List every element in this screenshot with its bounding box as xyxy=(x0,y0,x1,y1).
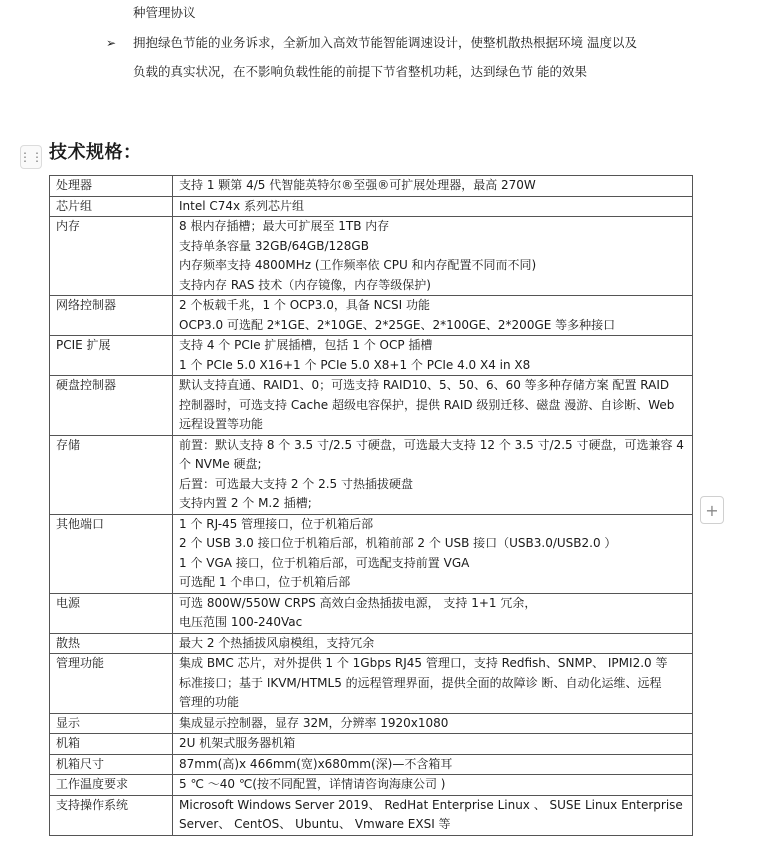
table-row xyxy=(50,217,693,296)
spec-value xyxy=(173,336,693,376)
spec-value-line: 5 ℃ ～40 ℃(按不同配置，详情请咨询海康公司 ) xyxy=(179,777,446,791)
table-row xyxy=(50,176,693,197)
spec-value-line: 前置：默认支持 8 个 3.5 寸/2.5 寸硬盘，可选最大支持 12 个 3.5 寸/2.5 寸硬盘，可选兼容 4 xyxy=(179,437,684,452)
section-heading: 技术规格： xyxy=(49,142,142,163)
spec-value-line: 2U 机架式服务器机箱 xyxy=(179,736,296,750)
spec-value-line: 集成 BMC 芯片，对外提供 1 个 1Gbps RJ45 管理口，支持 Redfish、SNMP、 IPMI2.0 等 xyxy=(179,656,668,670)
spec-value xyxy=(173,435,693,514)
spec-value-line: 支持 1 颗第 4/5 代智能英特尔®至强®可扩展处理器，最高 270W xyxy=(179,178,536,192)
spec-value-line: 支持内置 2 个 M.2 插槽; xyxy=(179,496,312,510)
spec-key: 显示 xyxy=(50,713,173,734)
spec-value-line: 支持 4 个 PCIe 扩展插槽，包括 1 个 OCP 插槽 xyxy=(179,338,433,352)
spec-key: 支持操作系统 xyxy=(50,795,173,835)
spec-key: 芯片组 xyxy=(50,196,173,217)
spec-key: 工作温度要求 xyxy=(50,775,173,796)
spec-key: PCIE 扩展 xyxy=(50,336,173,376)
spec-value-line: 可选 800W/550W CRPS 高效白金热插拔电源， 支持 1+1 冗余， xyxy=(179,595,537,610)
spec-value-line: 1 个 PCIe 5.0 X16+1 个 PCIe 5.0 X8+1 个 PCIe 4.0 X4 in X8 xyxy=(179,357,531,372)
spec-value-line: Server、 CentOS、 Ubuntu、 Vmware EXSI 等 xyxy=(179,817,451,831)
spec-key: 其他端口 xyxy=(50,514,173,593)
spec-key: 内存 xyxy=(50,217,173,296)
bullet-arrow-icon: ➢ xyxy=(106,36,117,50)
table-row xyxy=(50,593,693,633)
spec-key: 网络控制器 xyxy=(50,296,173,336)
table-row xyxy=(50,775,693,796)
table-row xyxy=(50,296,693,336)
spec-key: 电源 xyxy=(50,593,173,633)
spec-value-line: 可选配 1 个串口，位于机箱后部 xyxy=(179,575,351,589)
spec-value-line: 内存频率支持 4800MHz (工作频率依 CPU 和内存配置不同而不同) xyxy=(179,258,537,272)
spec-key: 存储 xyxy=(50,435,173,514)
intro-line-3: 负载的真实状况，在不影响负载性能的前提下节省整机功耗，达到绿色节 能的效果 xyxy=(133,64,587,79)
spec-value xyxy=(173,775,693,796)
spec-value xyxy=(173,196,693,217)
spec-value xyxy=(173,795,693,835)
spec-value xyxy=(173,713,693,734)
spec-key: 处理器 xyxy=(50,176,173,197)
spec-value xyxy=(173,734,693,755)
spec-key: 管理功能 xyxy=(50,654,173,714)
table-row xyxy=(50,795,693,835)
spec-value-line: 管理的功能 xyxy=(179,695,240,709)
intro-line-1: 种管理协议 xyxy=(133,5,196,20)
spec-value-line: Microsoft Windows Server 2019、 RedHat Enterprise Linux 、 SUSE Linux Enterprise xyxy=(179,797,683,812)
spec-value-line: 远程设置等功能 xyxy=(179,417,264,431)
spec-value-line: 2 个 USB 3.0 接口位于机箱后部，机箱前部 2 个 USB 接口（USB3.0/USB2.0 ） xyxy=(179,536,617,550)
spec-value-line: 默认支持直通、RAID1、0；可选支持 RAID10、5、50、6、60 等多种存储方案 配置 RAID xyxy=(179,378,670,392)
table-row xyxy=(50,654,693,714)
spec-value xyxy=(173,217,693,296)
table-row xyxy=(50,435,693,514)
spec-key: 硬盘控制器 xyxy=(50,376,173,436)
spec-value-line: 2 个板载千兆，1 个 OCP3.0，具备 NCSI 功能 xyxy=(179,298,430,312)
table-row xyxy=(50,336,693,376)
spec-value xyxy=(173,176,693,197)
spec-table xyxy=(49,175,693,836)
spec-value xyxy=(173,754,693,775)
spec-value-line: Intel C74x 系列芯片组 xyxy=(179,198,304,213)
spec-value-line: 个 NVMe 硬盘; xyxy=(179,457,262,471)
intro-line-2: 拥抱绿色节能的业务诉求，全新加入高效节能智能调速设计，使整机散热根据环境 温度以及 xyxy=(133,35,637,50)
spec-value-line: 最大 2 个热插拔风扇模组，支持冗余 xyxy=(179,635,375,650)
spec-value-line: 1 个 RJ-45 管理接口，位于机箱后部 xyxy=(179,516,374,531)
table-row xyxy=(50,514,693,593)
spec-value xyxy=(173,296,693,336)
add-block-button[interactable]: + xyxy=(700,496,724,524)
spec-value-line: 87mm(高)x 466mm(宽)x680mm(深)—不含箱耳 xyxy=(179,756,453,771)
spec-value xyxy=(173,376,693,436)
spec-value-line: 电压范围 100-240Vac xyxy=(179,615,303,629)
table-row xyxy=(50,754,693,775)
spec-value xyxy=(173,514,693,593)
spec-value xyxy=(173,633,693,654)
spec-value-line: 后置：可选最大支持 2 个 2.5 寸热插拔硬盘 xyxy=(179,476,413,491)
table-row xyxy=(50,196,693,217)
drag-handle-icon[interactable]: ⋮⋮ xyxy=(20,145,42,169)
table-row xyxy=(50,734,693,755)
spec-value-line: 1 个 VGA 接口，位于机箱后部，可选配支持前置 VGA xyxy=(179,555,470,570)
table-row xyxy=(50,633,693,654)
spec-value-line: 8 根内存插槽；最大可扩展至 1TB 内存 xyxy=(179,219,390,233)
spec-key: 机箱 xyxy=(50,734,173,755)
spec-value-line: 支持单条容量 32GB/64GB/128GB xyxy=(179,238,369,253)
spec-value-line: OCP3.0 可选配 2*1GE、2*10GE、2*25GE、2*100GE、2*200GE 等多种接口 xyxy=(179,317,616,332)
spec-value-line: 控制器时，可选支持 Cache 超级电容保护，提供 RAID 级别迁移、磁盘 漫游、自诊断、Web xyxy=(179,397,675,412)
spec-value xyxy=(173,654,693,714)
spec-value-line: 标准接口；基于 IKVM/HTML5 的远程管理界面，提供全面的故障诊 断、自动化运维、远程 xyxy=(179,675,662,690)
spec-value-line: 支持内存 RAS 技术（内存镜像，内存等级保护) xyxy=(179,277,431,292)
spec-key: 散热 xyxy=(50,633,173,654)
table-row xyxy=(50,376,693,436)
table-row xyxy=(50,713,693,734)
spec-value xyxy=(173,593,693,633)
spec-key: 机箱尺寸 xyxy=(50,754,173,775)
spec-value-line: 集成显示控制器，显存 32M，分辨率 1920x1080 xyxy=(179,715,449,730)
